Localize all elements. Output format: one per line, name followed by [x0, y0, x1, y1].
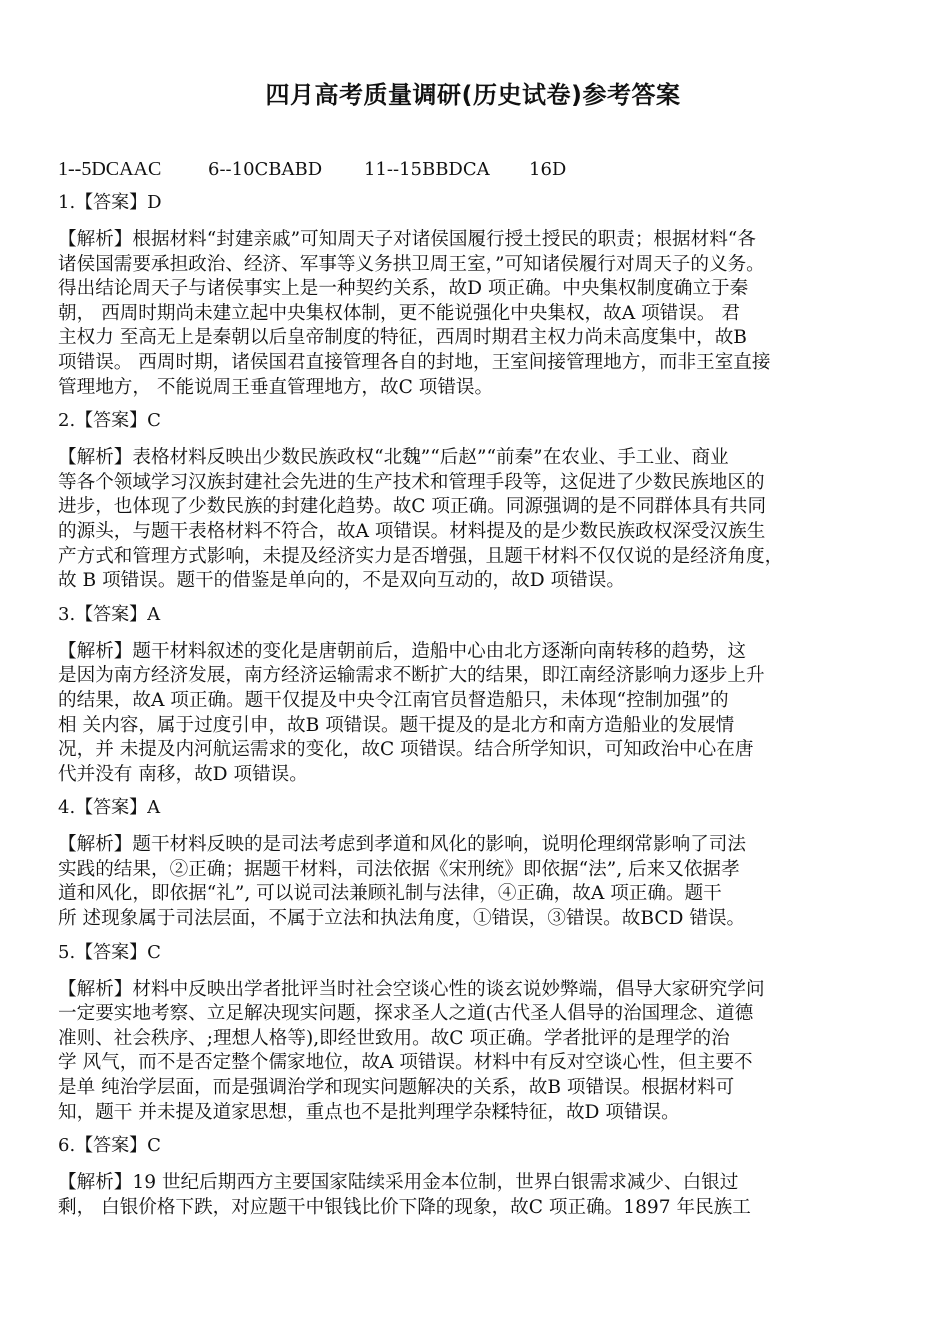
analysis-line: 准则、社会秩序、;理想人格等),即经世致用。故C 项正确。学者批评的是理学的治: [58, 1027, 730, 1049]
analysis-line: 所 述现象属于司法层面，不属于立法和执法角度，①错误，③错误。故BCD 错误。: [58, 908, 746, 930]
analysis-line: 是因为南方经济发展，南方经济运输需求不断扩大的结果，即江南经济影响力逐步上升: [58, 665, 765, 687]
page-title: 四月高考质量调研(历史试卷)参考答案: [265, 81, 681, 109]
answer-item-heading: 5.【答案】C: [58, 941, 161, 963]
analysis-paragraph: [58, 1171, 888, 1220]
answer-item-heading: 4.【答案】A: [58, 797, 161, 819]
analysis-line: 知，题干 并未提及道家思想，重点也不是批判理学杂糅特征，故D 项错误。: [58, 1101, 680, 1123]
analysis-line: 故 B 项错误。题干的借鉴是单向的，不是双向互动的，故D 项错误。: [58, 570, 625, 592]
analysis-line: 实践的结果，②正确；据题干材料，司法依据《宋刑统》即依据“法”, 后来又依据孝: [58, 858, 740, 880]
analysis-line: 【解析】材料中反映出学者批评当时社会空谈心性的谈玄说妙弊端，倡导大家研究学问: [58, 978, 765, 1000]
analysis-line: 况，并 未提及内河航运需求的变化，故C 项错误。结合所学知识，可知政治中心在唐: [58, 739, 754, 761]
analysis-line: 的结果，故A 项正确。题干仅提及中央令江南官员督造船只，未体现“控制加强”的: [58, 689, 729, 711]
analysis-line: 【解析】19 世纪后期西方主要国家陆续采用金本位制，世界白银需求减少、白银过: [58, 1172, 739, 1194]
answer-item-heading: 1.【答案】D: [58, 192, 162, 213]
analysis-line: 管理地方， 不能说周王垂直管理地方，故C 项错误。: [58, 376, 494, 398]
analysis-line: 剩， 白银价格下跌，对应题干中银钱比价下降的现象，故C 项正确。1897 年民族工: [58, 1196, 751, 1218]
analysis-line: 【解析】根据材料“封建亲戚”可知周天子对诸侯国履行授土授民的职责；根据材料“各: [58, 229, 756, 250]
analysis-line: 进步，也体现了少数民族的封建化趋势。故C 项正确。同源强调的是不同群体具有共同: [58, 496, 767, 518]
analysis-line: 【解析】题干材料叙述的变化是唐朝前后，造船中心由北方逐渐向南转移的趋势，这: [58, 640, 746, 662]
analysis-line: 得出结论周天子与诸侯事实上是一种契约关系，故D 项正确。中央集权制度确立于秦: [58, 278, 749, 300]
analysis-paragraph: [58, 978, 888, 1126]
answer-key-11-15: 11--15BBDCA: [364, 159, 490, 180]
analysis-line: 【解析】题干材料反映的是司法考虑到孝道和风化的影响，说明伦理纲常影响了司法: [58, 834, 746, 856]
analysis-line: 一定要实地考察、立足解决现实问题，探求圣人之道(古代圣人倡导的治国理念、道德: [58, 1003, 754, 1025]
analysis-paragraph: [58, 640, 888, 788]
analysis-line: 项错误。 西周时期，诸侯国君直接管理各自的封地，王室间接管理地方，而非王室直接: [58, 351, 771, 373]
analysis-line: 代并没有 南移，故D 项错误。: [58, 763, 308, 785]
analysis-paragraph: [58, 446, 888, 594]
analysis-paragraph: [58, 833, 888, 931]
analysis-line: 道和风化，即依据“礼”, 可以说司法兼顾礼制与法律，④正确，故A 项正确。题干: [58, 883, 722, 905]
answer-key-6-10: 6--10CBABD: [208, 159, 323, 180]
analysis-line: 是单 纯治学层面，而是强调治学和现实问题解决的关系，故B 项错误。根据材料可: [58, 1077, 735, 1099]
answer-item-heading: 2.【答案】C: [58, 410, 161, 432]
analysis-line: 产方式和管理方式影响，未提及经济实力是否增强，且题干材料不仅仅说的是经济角度，: [58, 545, 784, 567]
answer-item-heading: 6.【答案】C: [58, 1135, 161, 1157]
analysis-line: 主权力 至高无上是秦朝以后皇帝制度的特征，西周时期君主权力尚未高度集中，故B: [58, 327, 747, 349]
answer-explanations: [58, 190, 888, 1220]
analysis-line: 等各个领域学习汉族封建社会先进的生产技术和管理手段等，这促进了少数民族地区的: [58, 471, 765, 493]
analysis-line: 【解析】表格材料反映出少数民族政权“北魏”“后赵”“前秦”在农业、手工业、商业: [58, 447, 729, 469]
analysis-line: 朝， 西周时期尚未建立起中央集权体制，更不能说强化中央集权，故A 项错误。 君: [58, 302, 740, 324]
answer-key-summary: [58, 157, 888, 182]
answer-key-16: 16D: [529, 159, 567, 180]
analysis-line: 学 风气，而不是否定整个儒家地位，故A 项错误。材料中有反对空谈心性，但主要不: [58, 1052, 753, 1074]
answer-item-heading: 3.【答案】A: [58, 603, 161, 625]
analysis-paragraph: [58, 228, 888, 400]
analysis-line: 的源头，与题干表格材料不符合，故A 项错误。材料提及的是少数民族政权深受汉族生: [58, 520, 766, 542]
answer-key-1-5: 1--5DCAAC: [58, 158, 162, 180]
analysis-line: 诸侯国需要承担政治、经济、军事等义务拱卫周王室，”可知诸侯履行对周天子的义务。: [58, 253, 765, 275]
analysis-line: 相 关内容，属于过度引申，故B 项错误。题干提及的是北方和南方造船业的发展情: [58, 714, 735, 736]
